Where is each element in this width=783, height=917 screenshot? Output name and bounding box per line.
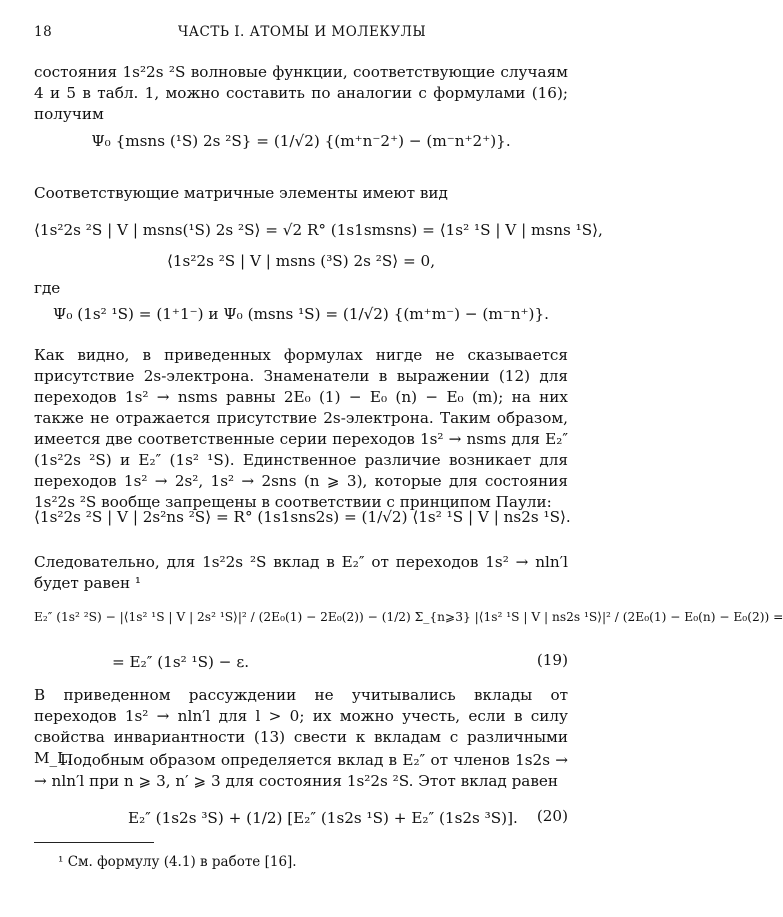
equation-20: E₂″ (1s2s ³S) + (1/2) [E₂″ (1s2s ¹S) + E₂″ (1s2s ³S)]. [128, 809, 518, 827]
footnote-rule [34, 842, 154, 843]
equation-matrix-element-1: ⟨1s²2s ²S | V | msns(¹S) 2s ²S⟩ = √2 R° (1s1smsns) = ⟨1s² ¹S | V | msns ¹S⟩, [34, 221, 603, 239]
footnote: ¹ См. формулу (4.1) в работе [16]. [58, 854, 297, 870]
equation-matrix-element-2: ⟨1s²2s ²S | V | msns (³S) 2s ²S⟩ = 0, [166, 252, 436, 270]
paragraph-6: В приведенном рассуждении не учитывались вклады от переходов 1s² → nln′l для l > 0; их можно учесть, если в силу свойства инвариантности (13) свести к вкладам с различными M_L. [34, 686, 568, 767]
equation-19-line-2: = E₂″ (1s² ¹S) − ε. [112, 653, 250, 671]
equation-number-19: (19) [536, 651, 568, 669]
running-title: ЧАСТЬ I. АТОМЫ И МОЛЕКУЛЫ [177, 24, 427, 40]
equation-pauli: ⟨1s²2s ²S | V | 2s²ns ²S⟩ = R° (1s1sns2s) = (1/√2) ⟨1s² ¹S | V | ns2s ¹S⟩. [34, 508, 571, 526]
paragraph-5: Следовательно, для 1s²2s ²S вклад в E₂″ от переходов 1s² → nln′l будет равен ¹ [34, 553, 568, 592]
page-number: 18 [34, 24, 53, 40]
equation-psi-msns: Ψ₀ {msns (¹S) 2s ²S} = (1/√2) {(m⁺n⁻2⁺) − (m⁻n⁺2⁺)}. [91, 132, 511, 150]
paragraph-2: Соответствующие матричные элементы имеют вид [34, 184, 448, 202]
paragraph-1: состояния 1s²2s ²S волновые функции, соответствующие случаям 4 и 5 в табл. 1, можно составить по аналогии с формулами (16); получим [34, 63, 568, 123]
paragraph-where: где [34, 279, 61, 297]
equation-19-line-1: E₂″ (1s² ²S) − |⟨1s² ¹S | V | 2s² ¹S⟩|² / (2E₀(1) − 2E₀(2)) − (1/2) Σ_{n⩾3} |⟨1s² ¹S | V | ns2s ¹S⟩|² / (2E₀(1) − E₀(n) − E₀(2)) = [34, 610, 783, 624]
paragraph-4: Как видно, в приведенных формулах нигде не сказывается присутствие 2s-электрона. Знаменатели в выражении (12) для переходов 1s² → nsms равны 2E₀ (1) − E₀ (n) − E₀ (m); на них также не отражается присутствие 2s-электрона. Таким образом, имеется две соответственные серии переходов 1s² → nsms для E₂″ (1s²2s ²S) и E₂″ (1s² ¹S). Единственное различие возникает для переходов 1s² → 2s², 1s² → 2sns (n ⩾ 3), которые для состояния 1s²2s ²S вообще запрещены в соответствии с принципом Паули: [34, 346, 568, 511]
equation-number-20: (20) [536, 807, 568, 825]
paragraph-7: Подобным образом определяется вклад в E₂″ от членов 1s2s → → nln′l при n ⩾ 3, n′ ⩾ 3 для состояния 1s²2s ²S. Этот вклад равен [34, 751, 568, 790]
running-header [34, 24, 570, 44]
equation-psi-definitions: Ψ₀ (1s² ¹S) = (1⁺1⁻) и Ψ₀ (msns ¹S) = (1/√2) {(m⁺m⁻) − (m⁻n⁺)}. [53, 305, 549, 323]
